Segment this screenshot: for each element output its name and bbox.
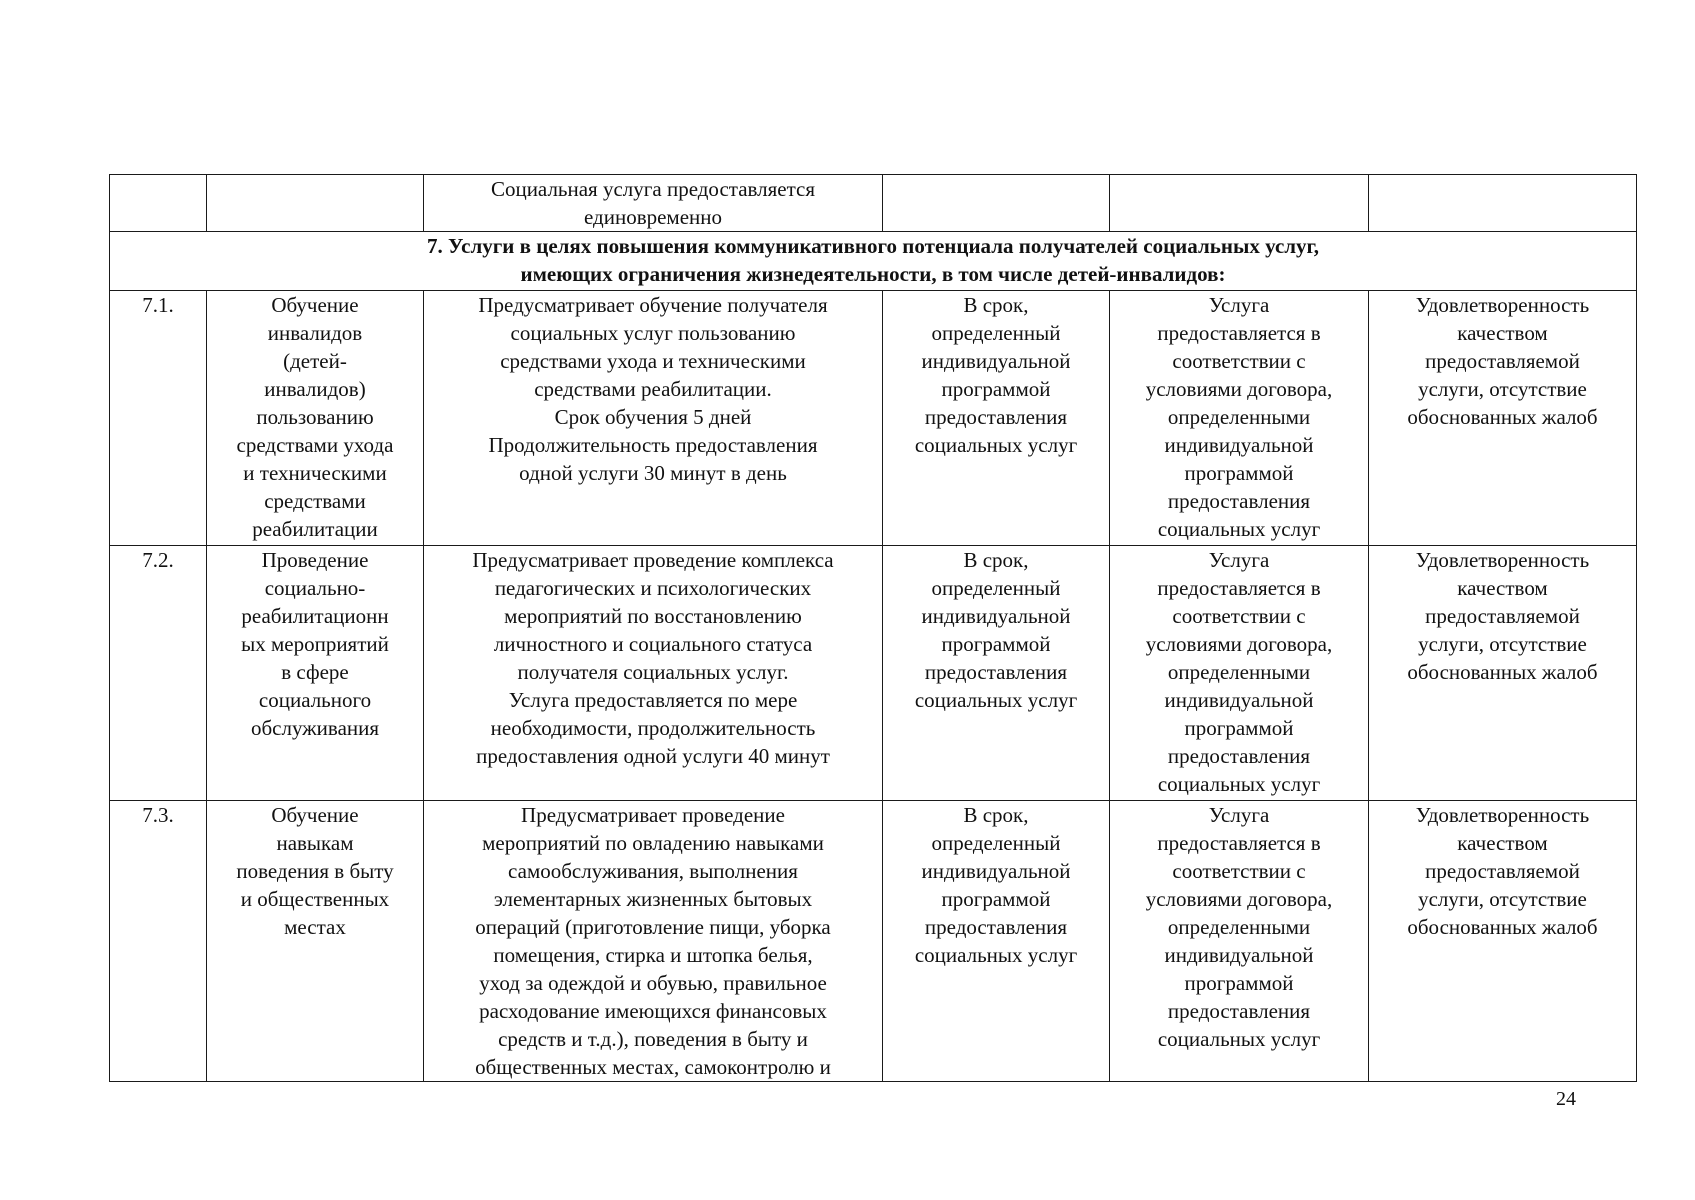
- cell-term: В срок, определенный индивидуальной программой предоставления социальных услуг: [883, 801, 1110, 1082]
- cell-name: [207, 175, 424, 232]
- cell-description: Предусматривает проведение комплекса педагогических и психологических мероприятий по восстановлению личностного и социального статуса получателя социальных услуг. Услуга предоставляется по мере необходимости, продолжительность предоставления одной услуги 40 минут: [424, 546, 883, 801]
- services-table: [109, 174, 1637, 1082]
- section-header-row: [110, 232, 1637, 291]
- cell-conditions: Услуга предоставляется в соответствии с условиями договора, определенными индивидуальной программой предоставления социальных услуг: [1110, 291, 1369, 546]
- cell-conditions: Услуга предоставляется в соответствии с условиями договора, определенными индивидуальной программой предоставления социальных услуг: [1110, 801, 1369, 1082]
- cell-term: В срок, определенный индивидуальной программой предоставления социальных услуг: [883, 291, 1110, 546]
- section-title: 7. Услуги в целях повышения коммуникативного потенциала получателей социальных услуг, имеющих ограничения жизнедеятельности, в том числе детей-инвалидов:: [110, 232, 1637, 291]
- cell-description: Социальная услуга предоставляется единовременно: [424, 175, 883, 232]
- cell-num: 7.3.: [110, 801, 207, 1082]
- cell-description: Предусматривает проведение мероприятий по овладению навыками самообслуживания, выполнения элементарных жизненных бытовых операций (приготовление пищи, уборка помещения, стирка и штопка белья, уход за одеждой и обувью, правильное расходование имеющихся финансовых средств и т.д.), поведения в быту и общественных местах, самоконтролю и: [424, 801, 883, 1082]
- cell-quality: Удовлетворенность качеством предоставляемой услуги, отсутствие обоснованных жалоб: [1369, 801, 1637, 1082]
- cell-conditions: Услуга предоставляется в соответствии с условиями договора, определенными индивидуальной программой предоставления социальных услуг: [1110, 546, 1369, 801]
- cell-num: 7.1.: [110, 291, 207, 546]
- cell-name: Обучение инвалидов (детей- инвалидов) пользованию средствами ухода и техническими средствами реабилитации: [207, 291, 424, 546]
- cell-conditions: [1110, 175, 1369, 232]
- page-number: 24: [1556, 1088, 1576, 1110]
- cell-description: Предусматривает обучение получателя социальных услуг пользованию средствами ухода и техническими средствами реабилитации. Срок обучения 5 дней Продолжительность предоставления одной услуги 30 минут в день: [424, 291, 883, 546]
- cell-term: В срок, определенный индивидуальной программой предоставления социальных услуг: [883, 546, 1110, 801]
- table-row: [110, 801, 1637, 1082]
- cell-num: [110, 175, 207, 232]
- cell-num: 7.2.: [110, 546, 207, 801]
- table-row: [110, 291, 1637, 546]
- cell-name: Обучение навыкам поведения в быту и общественных местах: [207, 801, 424, 1082]
- table-row: [110, 546, 1637, 801]
- cell-name: Проведение социально- реабилитационн ых мероприятий в сфере социального обслуживания: [207, 546, 424, 801]
- cell-term: [883, 175, 1110, 232]
- cell-quality: Удовлетворенность качеством предоставляемой услуги, отсутствие обоснованных жалоб: [1369, 291, 1637, 546]
- table-row-continuation: [110, 175, 1637, 232]
- cell-quality: [1369, 175, 1637, 232]
- cell-quality: Удовлетворенность качеством предоставляемой услуги, отсутствие обоснованных жалоб: [1369, 546, 1637, 801]
